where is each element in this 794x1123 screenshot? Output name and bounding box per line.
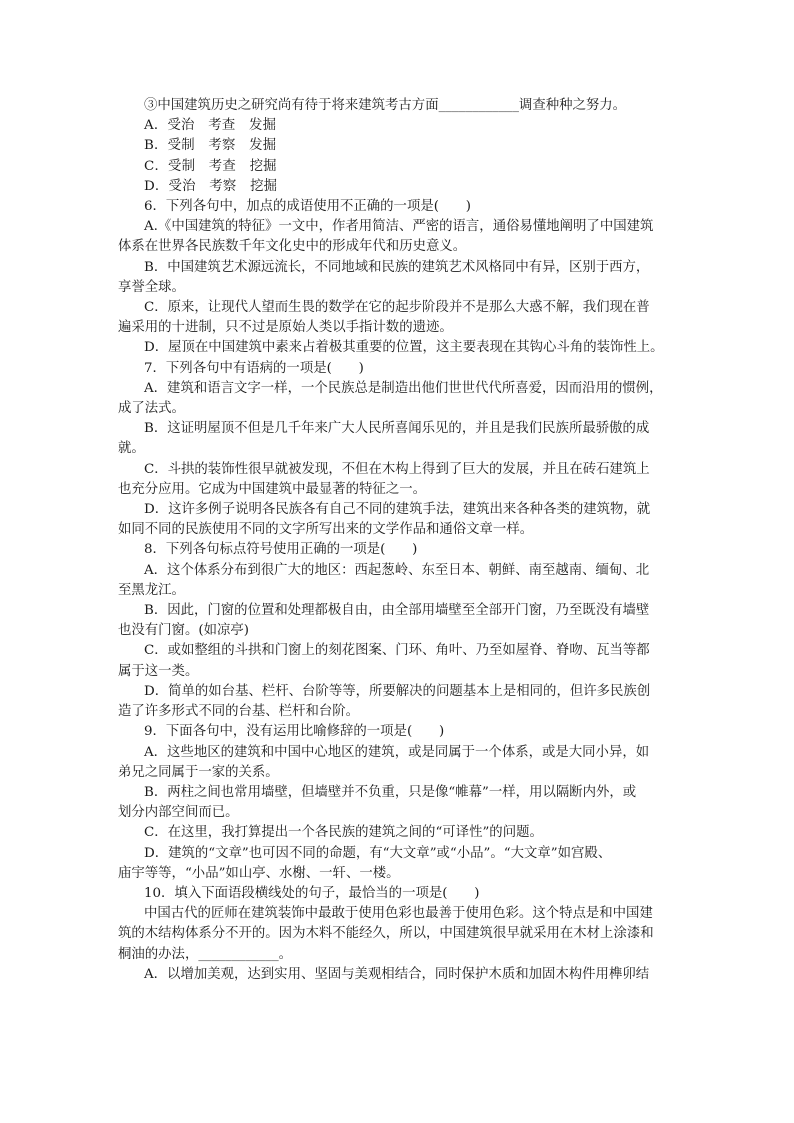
q5-option-d: D．受治 考察 挖掘 xyxy=(144,178,278,194)
q8-stem: 8．下列各句标点符号使用正确的一项是( ) xyxy=(144,542,418,558)
q7-option-a-cont: 成了法式。 xyxy=(118,401,185,417)
q9-option-a: A．这些地区的建筑和中国中心地区的建筑，或是同属于一个体系，或是大同小异，如 xyxy=(144,744,650,760)
q9-stem: 9．下面各句中，没有运用比喻修辞的一项是( ) xyxy=(144,724,445,740)
q8-option-c: C．或如整组的斗拱和门窗上的刻花图案、门环、角叶、乃至如屋脊、脊吻、瓦当等都 xyxy=(144,643,650,659)
q7-option-d-cont: 如同不同的民族使用不同的文字所写出来的文学作品和通俗文章一样。 xyxy=(118,522,534,538)
q6-option-b: B．中国建筑艺术源远流长，不同地域和民族的建筑艺术风格同中有异，区别于西方， xyxy=(144,259,650,275)
q6-option-b-cont: 享誉全球。 xyxy=(118,279,185,295)
q10-option-a: A．以增加美观，达到实用、坚固与美观相结合，同时保护木质和加固木构件用榫卯结 xyxy=(144,966,650,982)
q6-option-c: C．原来，让现代人望而生畏的数学在它的起步阶段并不是那么大惑不解，我们现在普 xyxy=(144,300,650,316)
q5-option-a: A．受治 考查 发掘 xyxy=(144,118,277,134)
q9-option-b-cont: 划分内部空间而已。 xyxy=(118,805,239,821)
q7-option-c-cont: 也充分应用。它成为中国建筑中最显著的特征之一。 xyxy=(118,481,426,497)
q7-stem: 7．下列各句中有语病的一项是( ) xyxy=(144,360,364,376)
q5-sub3-stem: ③中国建筑历史之研究尚有待于将来建筑考古方面____________调查种种之努力。 xyxy=(144,98,627,113)
q9-option-d: D．建筑的“文章”也可因不同的命题，有“大文章”或“小品”。“大文章”如宫殿、 xyxy=(144,845,612,861)
q7-option-b: B．这证明屋顶不但是几千年来广大人民所喜闻乐见的，并且是我们民族所最骄傲的成 xyxy=(144,421,650,437)
q8-option-b: B．因此，门窗的位置和处理都极自由，由全部用墙壁至全部开门窗，乃至既没有墙壁 xyxy=(144,603,650,619)
q8-option-d-cont: 造了许多形式不同的台基、栏杆和台阶。 xyxy=(118,704,360,720)
q10-stem: 10．填入下面语段横线处的句子，最恰当的一项是( ) xyxy=(144,885,480,901)
q5-option-c: C．受制 考查 挖掘 xyxy=(144,158,277,174)
q8-option-b-cont: 也没有门窗。(如凉亭) xyxy=(118,623,249,639)
q6-option-a-cont: 体系在世界各民族数千年文化史中的形成年代和历史意义。 xyxy=(118,239,467,255)
q8-option-a-cont: 至黑龙江。 xyxy=(118,582,185,598)
q10-passage-line-1: 中国古代的匠师在建筑装饰中最敢于使用色彩也最善于使用色彩。这个特点是和中国建 xyxy=(144,906,653,922)
q6-stem: 6．下列各句中，加点的成语使用不正确的一项是( ) xyxy=(144,199,471,215)
q7-option-c: C．斗拱的装饰性很早就被发现，不但在木构上得到了巨大的发展，并且在砖石建筑上 xyxy=(144,461,650,477)
q7-option-d: D．这许多例子说明各民族各有自己不同的建筑手法，建筑出来各种各类的建筑物，就 xyxy=(144,502,651,518)
q6-option-a: A.《中国建筑的特征》一文中，作者用简洁、严密的语言，通俗易懂地阐明了中国建筑 xyxy=(144,219,654,235)
q9-option-a-cont: 弟兄之同属于一家的关系。 xyxy=(118,764,279,780)
q9-option-b: B．两柱之间也常用墙壁，但墙壁并不负重，只是像“帷幕”一样，用以隔断内外，或 xyxy=(144,784,637,800)
q10-passage-line-3: 桐油的办法，____________。 xyxy=(118,946,293,962)
q9-option-d-cont: 庙宇等等，“小品”如山亭、水榭、一轩、一楼。 xyxy=(118,865,400,881)
q5-option-b: B．受制 考察 发掘 xyxy=(144,138,277,154)
q8-option-a: A．这个体系分布到很广大的地区：西起葱岭、东至日本、朝鲜、南至越南、缅甸、北 xyxy=(144,562,650,578)
q7-option-a: A．建筑和语言文字一样，一个民族总是制造出他们世世代代所喜爱，因而沿用的惯例， xyxy=(144,380,663,396)
q6-option-d: D．屋顶在中国建筑中素来占着极其重要的位置，这主要表现在其钩心斗角的装饰性上。 xyxy=(144,340,664,356)
q9-option-c: C．在这里，我打算提出一个各民族的建筑之间的“可译性”的问题。 xyxy=(144,825,543,841)
q10-passage-line-2: 筑的木结构体系分不开的。因为木料不能经久，所以，中国建筑很早就采用在木材上涂漆和 xyxy=(118,926,654,942)
q8-option-c-cont: 属于这一类。 xyxy=(118,663,199,679)
q6-option-c-cont: 遍采用的十进制，只不过是原始人类以手指计数的遗迹。 xyxy=(118,320,453,336)
q8-option-d: D．简单的如台基、栏杆、台阶等等，所要解决的问题基本上是相同的，但许多民族创 xyxy=(144,683,651,699)
document-page xyxy=(118,96,678,985)
q7-option-b-cont: 就。 xyxy=(118,441,145,457)
